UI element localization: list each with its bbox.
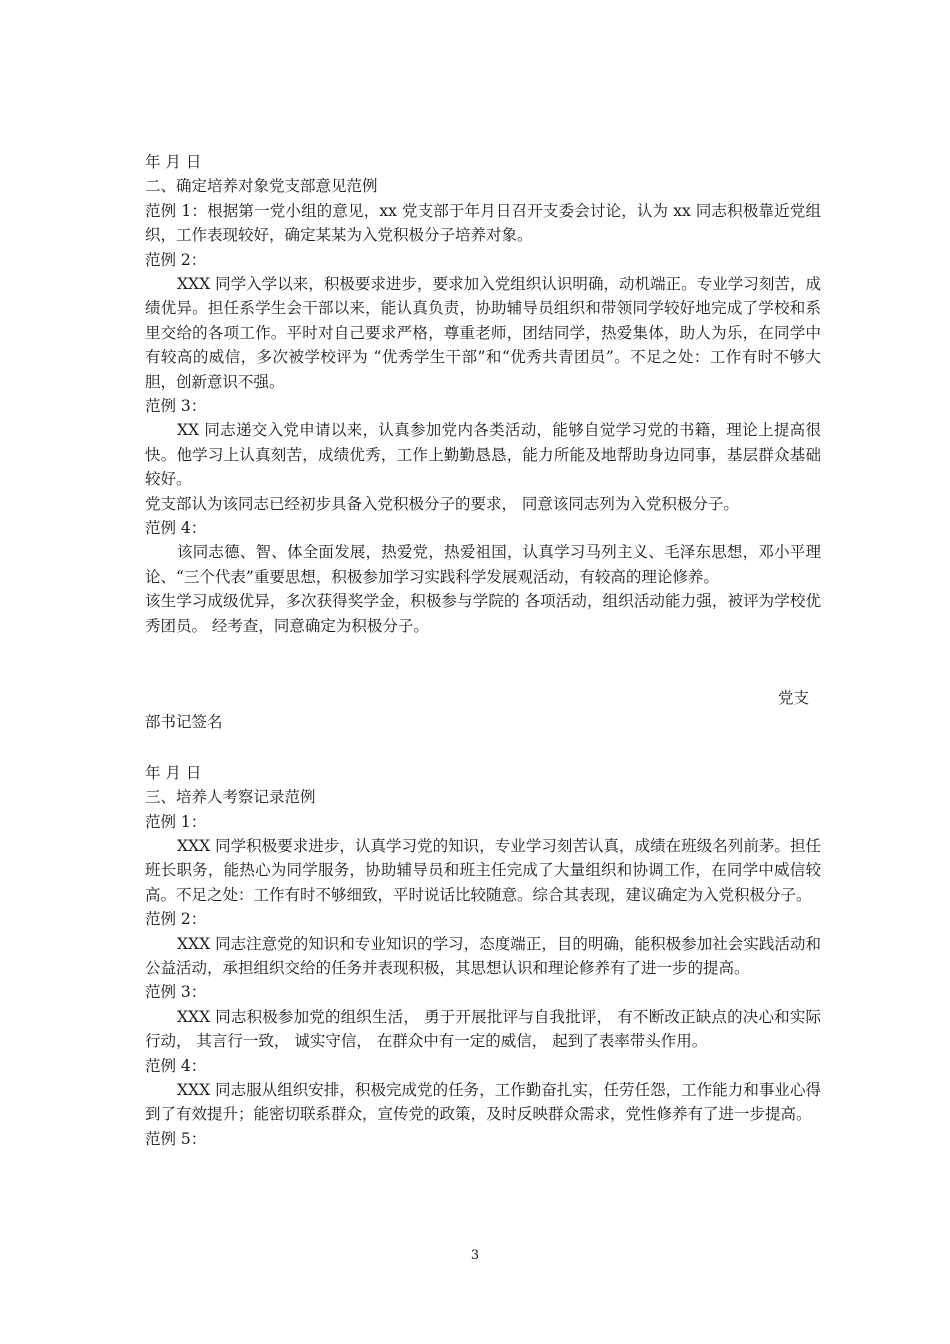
example-paragraph: XXX 同志积极参加党的组织生活， 勇于开展批评与自我批评， 有不断改正缺点的决心和实际行动， 其言行一致， 诚实守信， 在群众中有一定的威信， 起到了表率带头作用。 [145,1007,821,1051]
document-body [145,150,821,1151]
example-paragraph: 该同志德、智、体全面发展，热爱党，热爱祖国，认真学习马列主义、毛泽东思想，邓小平理论、“三个代表”重要思想，积极参加学习实践科学发展观活动，有较高的理论修养。 [145,543,821,586]
blank-space [145,638,821,686]
page-number: 3 [470,1248,480,1263]
signature-line: 部书记签名 [145,713,223,732]
example-paragraph: 该生学习成级优异，多次获得奖学金，积极参与学院的 各项活动，组织活动能力强，被评为学校优秀团员。 经考查，同意确定为积极分子。 [145,592,821,635]
example-label: 范例 2： [145,250,207,269]
example-label: 范例 3： [145,983,207,1002]
conclusion-paragraph: 党支部认为该同志已经初步具备入党积极分子的要求， 同意该同志列为入党积极分子。 [145,494,739,513]
example-label: 范例 2： [145,910,207,929]
section-heading: 二、确定培养对象党支部意见范例 [145,177,378,196]
example-label: 范例 4： [145,1056,207,1075]
example-paragraph: XXX 同志注意党的知识和专业知识的学习，态度端正，目的明确，能积极参加社会实践活动和公益活动，承担组织交给的任务并表现积极，其思想认识和理论修养有了进一步的提高。 [145,934,821,978]
signature-line: 党支 [777,689,809,708]
blank-space [145,735,821,761]
date-line: 年 月 日 [145,153,202,171]
example-label: 范例 5： [145,1129,207,1148]
example-paragraph: XXX 同学入学以来，积极要求进步，要求加入党组织认识明确，动机端正。专业学习刻苦，成绩优异。担任系学生会干部以来，能认真负责，协助辅导员组织和带领同学较好地完成了学校和系里交给的各项工作。平时对自己要求严格，尊重老师，团结同学，热爱集体，助人为乐，在同学中有较高的威信，多次被学校评为 “优秀学生干部”和“优秀共青团员”。不足之处：工作有时不够大胆，创新意识不强。 [145,274,821,391]
example-paragraph: XXX 同学积极要求进步，认真学习党的知识，专业学习刻苦认真，成绩在班级名列前茅。担任班长职务，能热心为同学服务，协助辅导员和班主任完成了大量组织和协调工作，在同学中威信较高。不足之处：工作有时不够细致，平时说话比较随意。综合其表现，建议确定为入党积极分子。 [145,837,821,904]
example-paragraph: 范例 1：根据第一党小组的意见，xx 党支部于年月日召开支委会讨论，认为 xx 同志积极靠近党组织，工作表现较好，确定某某为入党积极分子培养对象。 [145,201,821,245]
example-label: 范例 1： [145,812,207,831]
date-line: 年 月 日 [145,763,202,782]
example-label: 范例 3： [145,397,207,416]
example-paragraph: XXX 同志服从组织安排，积极完成党的任务，工作勤奋扎实，任劳任怨，工作能力和事业心得到了有效提升；能密切联系群众，宣传党的政策，及时反映群众需求，党性修养有了进一步提高。 [145,1081,821,1124]
example-label: 范例 4： [145,519,207,538]
example-paragraph: XX 同志递交入党申请以来，认真参加党内各类活动，能够自觉学习党的书籍，理论上提高很快。他学习上认真刻苦，成绩优秀，工作上勤勤恳恳，能力所能及地帮助身边同事，基层群众基础较好。 [145,421,821,489]
section-heading: 三、培养人考察记录范例 [145,788,316,807]
